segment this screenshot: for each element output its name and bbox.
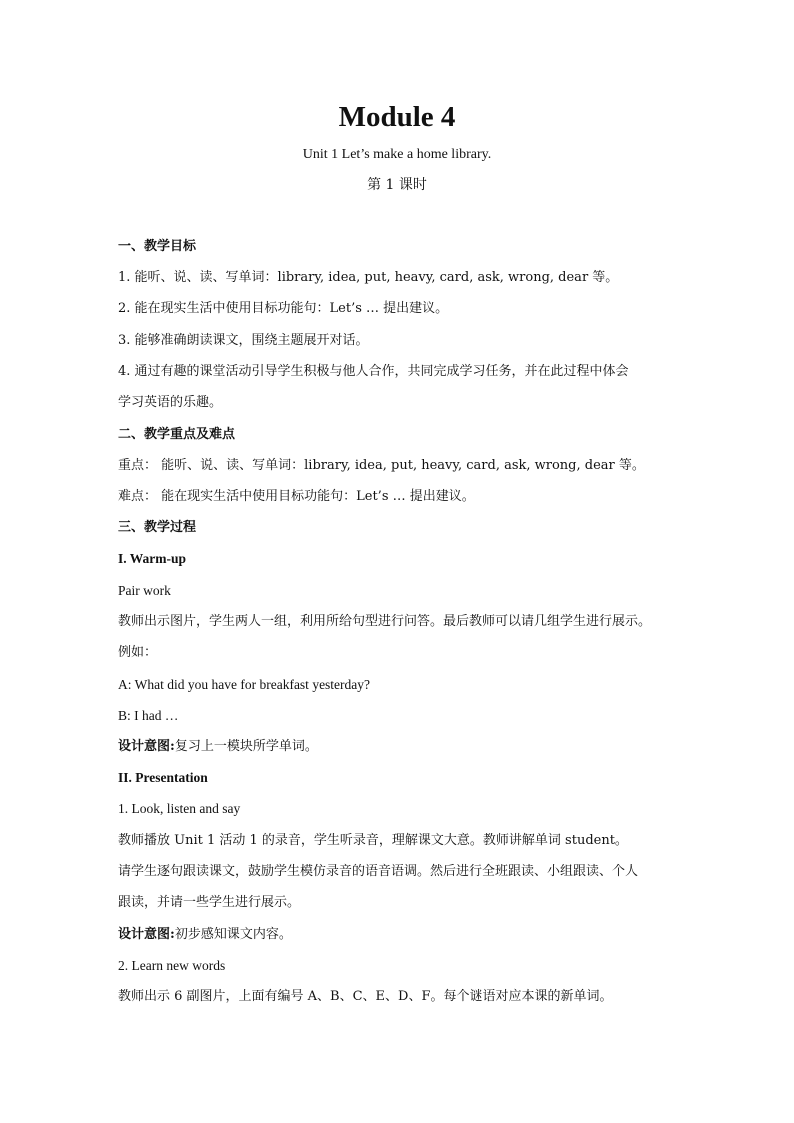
design-intent-text: 复习上一模块所学单词。 (174, 739, 318, 754)
activity-heading-look-listen-say: 1. Look, listen and say (118, 801, 241, 816)
design-intent-warm-up (118, 738, 688, 756)
activity-label-pair-work: Pair work (118, 583, 171, 598)
document-title: Module 4 (338, 101, 456, 133)
objective-4-line-1: 4. 通过有趣的课堂活动引导学生积极与他人合作，共同完成学习任务，并在此过程中体会 (118, 364, 629, 379)
key-point: 重点： 能听、说、读、写单词：library, idea, put, heavy, card, ask, wrong, dear 等。 (118, 458, 645, 473)
objective-2: 2. 能在现实生活中使用目标功能句：Let’s … 提出建议。 (118, 301, 449, 316)
design-intent-label: 设计意图: (118, 739, 175, 754)
dialogue-line-b: B: I had … (118, 708, 179, 723)
design-intent-text: 初步感知课文内容。 (174, 927, 292, 942)
design-intent-presentation (118, 926, 688, 944)
step-heading-presentation: II. Presentation (118, 770, 208, 785)
presentation-instruction-2-line-2: 跟读，并请一些学生进行展示。 (118, 895, 301, 910)
design-intent-label: 设计意图: (118, 927, 175, 942)
presentation-instruction-1: 教师播放 Unit 1 活动 1 的录音，学生听录音，理解课文大意。教师讲解单词 student。 (118, 833, 628, 848)
warm-up-instruction: 教师出示图片，学生两人一组，利用所给句型进行问答。最后教师可以请几组学生进行展示。 (118, 614, 652, 629)
new-words-instruction: 教师出示 6 副图片，上面有编号 A、B、C、E、D、F。每个谜语对应本课的新单词。 (118, 989, 613, 1004)
objective-4-line-2: 学习英语的乐趣。 (118, 395, 223, 410)
section-heading-process: 三、教学过程 (118, 520, 197, 535)
step-heading-warm-up: I. Warm-up (118, 551, 187, 566)
dialogue-line-a: A: What did you have for breakfast yesterday? (118, 677, 371, 692)
document-subtitle: Unit 1 Let’s make a home library. (302, 147, 492, 162)
section-heading-objectives: 一、教学目标 (118, 239, 197, 254)
presentation-instruction-2-line-1: 请学生逐句跟读课文，鼓励学生模仿录音的语音语调。然后进行全班跟读、小组跟读、个人 (118, 864, 639, 879)
example-label: 例如： (118, 645, 158, 660)
activity-heading-learn-new-words: 2. Learn new words (118, 958, 226, 973)
section-heading-key-points: 二、教学重点及难点 (118, 427, 236, 442)
objective-1: 1. 能听、说、读、写单词：library, idea, put, heavy, card, ask, wrong, dear 等。 (118, 270, 619, 285)
difficult-point: 难点： 能在现实生活中使用目标功能句：Let’s … 提出建议。 (118, 489, 475, 504)
objective-3: 3. 能够准确朗读课文，围绕主题展开对话。 (118, 333, 369, 348)
lesson-label: 第 1 课时 (367, 177, 427, 193)
